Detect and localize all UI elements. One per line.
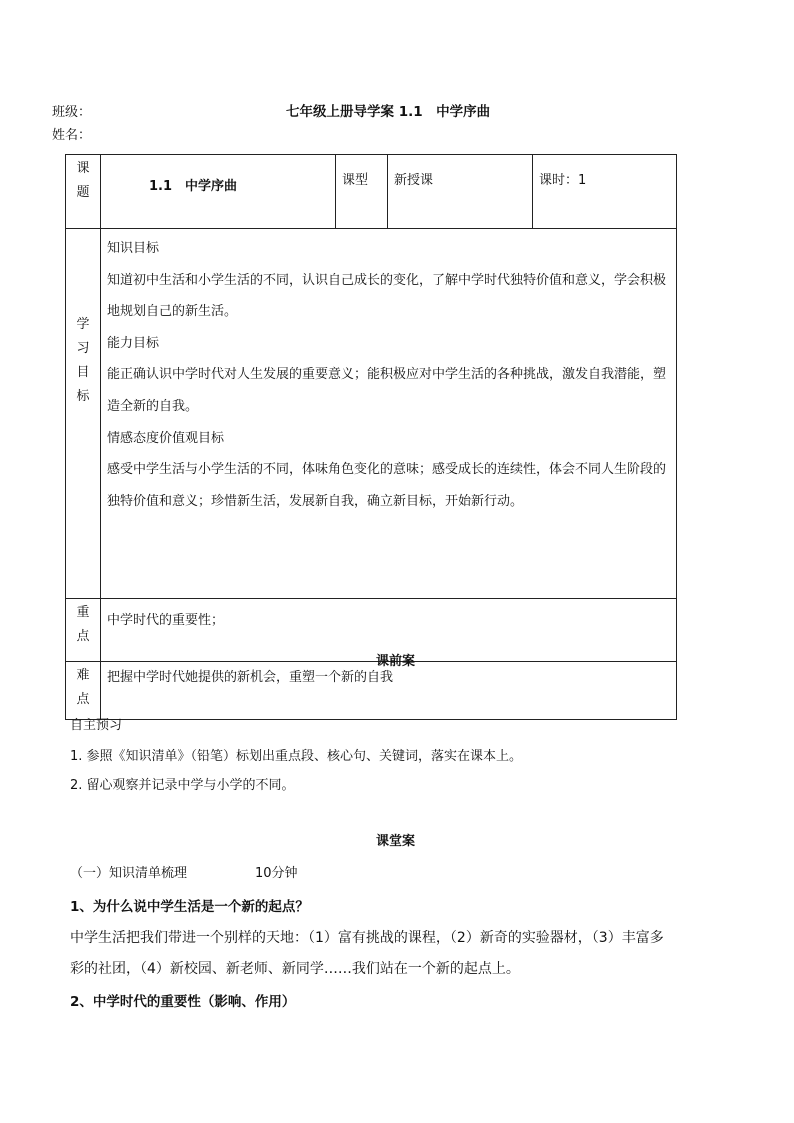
key-label-char: 重 xyxy=(76,605,90,620)
pre-class-heading: 课前案 xyxy=(376,654,416,669)
table-row-goals xyxy=(66,229,677,599)
topic-label-cell xyxy=(66,155,101,229)
key-label-cell xyxy=(66,599,101,662)
topic-label-char: 课 xyxy=(76,161,90,176)
answer-1-line-2: 彩的社团，（4）新校园、新老师、新同学……我们站在一个新的起点上。 xyxy=(70,961,520,977)
goals-label-char: 标 xyxy=(76,389,90,404)
type-label: 课型 xyxy=(336,155,388,229)
difficulty-label-cell xyxy=(66,662,101,720)
type-value: 新授课 xyxy=(388,155,533,229)
question-2: 2、中学时代的重要性（影响、作用） xyxy=(70,994,296,1010)
topic-label-char: 题 xyxy=(76,185,90,200)
page-title: 七年级上册导学案 1.1 中学序曲 xyxy=(286,104,491,120)
goals-label-char: 目 xyxy=(76,365,90,380)
preview-step-1: 1. 参照《知识清单》（铅笔）标划出重点段、核心句、关键词，落实在课本上。 xyxy=(70,749,523,764)
emotion-goal-text: 感受中学生活与小学生活的不同，体味角色变化的意味；感受成长的连续性，体会不同人生阶段的独特价值和意义；珍惜新生活，发展新自我，确立新目标，开始新行动。 xyxy=(107,462,667,509)
difficulty-label-char: 点 xyxy=(76,692,90,707)
goals-content xyxy=(101,229,677,599)
preview-step-2: 2. 留心观察并记录中学与小学的不同。 xyxy=(70,778,295,793)
ability-goal-text: 能正确认识中学时代对人生发展的重要意义；能积极应对中学生活的各种挑战，激发自我潜能，塑造全新的自我。 xyxy=(107,367,667,414)
part-one-time: 10分钟 xyxy=(255,866,298,881)
knowledge-goal-title: 知识目标 xyxy=(107,241,160,256)
difficulties-text: 把握中学时代她提供的新机会，重塑一个新的自我 xyxy=(101,662,677,720)
goals-label-char: 学 xyxy=(76,317,90,332)
table-row-difficulties xyxy=(66,662,677,720)
lesson-plan-table xyxy=(65,154,677,720)
class-hours: 课时：1 xyxy=(533,155,677,229)
table-row-key-points xyxy=(66,599,677,662)
self-preview-label: 自主预习 xyxy=(70,718,123,733)
table-row-topic xyxy=(66,155,677,229)
answer-1-line-1: 中学生活把我们带进一个别样的天地：（1）富有挑战的课程，（2）新奇的实验器材，（3）丰富多 xyxy=(70,930,664,946)
name-label: 姓名： xyxy=(52,128,92,143)
goals-label-cell xyxy=(66,229,101,599)
ability-goal-title: 能力目标 xyxy=(107,335,160,351)
key-points-text: 中学时代的重要性； xyxy=(101,599,677,662)
question-1: 1、为什么说中学生活是一个新的起点？ xyxy=(70,899,309,915)
part-one-title: （一）知识清单梳理 xyxy=(70,866,188,881)
class-label: 班级： xyxy=(52,105,92,120)
emotion-goal-title: 情感态度价值观目标 xyxy=(107,430,225,446)
difficulty-label-char: 难 xyxy=(76,668,90,683)
goals-label-char: 习 xyxy=(76,341,90,356)
knowledge-goal-text: 知道初中生活和小学生活的不同，认识自己成长的变化，了解中学时代独特价值和意义，学会积极地规划自己的新生活。 xyxy=(107,272,667,320)
topic-title: 1.1 中学序曲 xyxy=(101,155,336,229)
key-label-char: 点 xyxy=(76,629,90,644)
in-class-heading: 课堂案 xyxy=(376,834,416,849)
